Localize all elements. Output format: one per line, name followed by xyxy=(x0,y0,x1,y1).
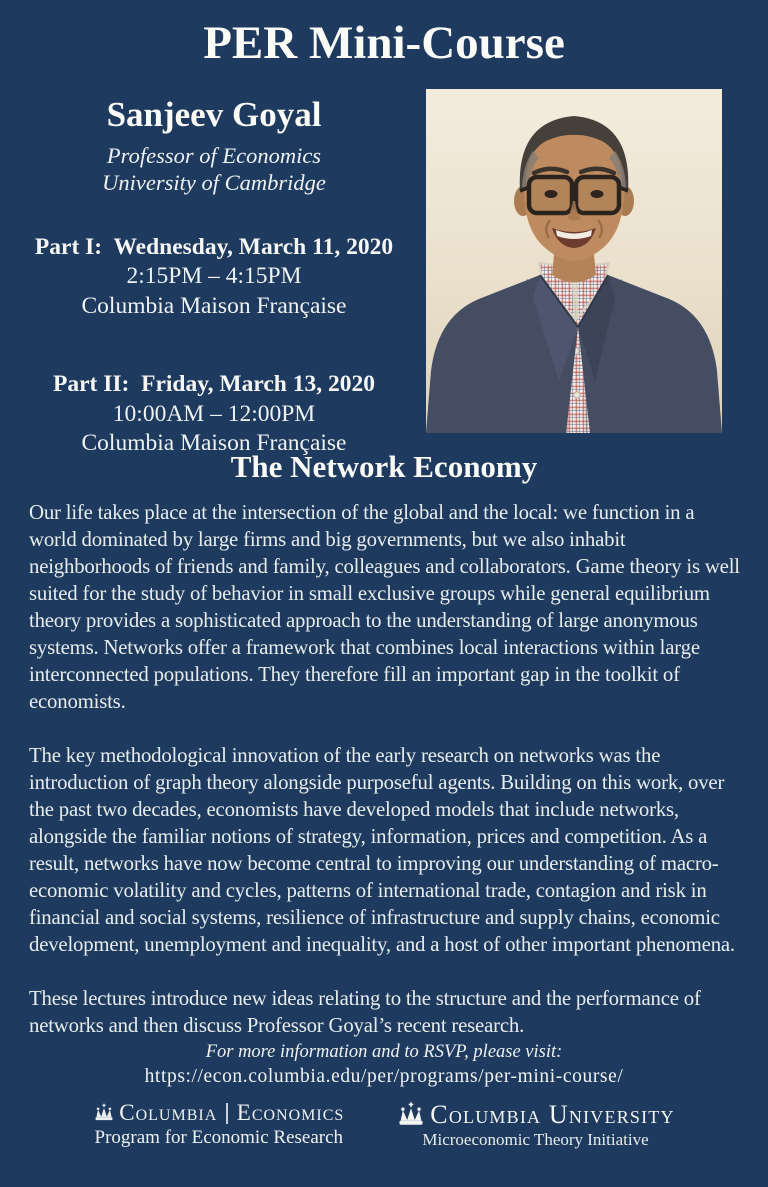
speaker-photo xyxy=(426,89,722,433)
schedule-part-2 xyxy=(0,370,428,459)
program-economic-research-label: Program for Economic Research xyxy=(94,1127,344,1148)
columbia-crown-icon xyxy=(93,1103,115,1123)
part-1-date: Part I: Wednesday, March 11, 2020 xyxy=(34,233,394,260)
part-2-date: Part II: Friday, March 13, 2020 xyxy=(52,371,375,397)
part-1-location: Columbia Maison Française xyxy=(81,292,347,319)
logo-divider xyxy=(226,1103,228,1124)
course-title: The Network Economy xyxy=(230,449,538,484)
columbia-economics-wordmark xyxy=(93,1100,344,1126)
speaker-affiliation: University of Cambridge xyxy=(102,169,326,195)
rsvp-url-link[interactable]: https://econ.columbia.edu/per/programs/per-mini-course/ xyxy=(144,1066,624,1087)
rsvp-section xyxy=(0,1042,768,1088)
description-paragraph-2: The key methodological innovation of the early research on networks was the introduction of graph theory alongside purposeful agents. Building on this work, over the past two decades, economists have developed models that include networks, alongside the familiar notions of strategy, information, prices and competition. As a result, networks have now become central to improving our understanding of macro-economic volatility and cycles, patterns of international trade, contagion and risk in financial and social systems, resilience of infrastructure and supply chains, economic development, unemployment and inequality, and a host of other important phenomena. xyxy=(29,744,735,956)
course-description xyxy=(29,499,743,1066)
description-paragraph-3: These lectures introduce new ideas relating to the structure and the performance of networks and then discuss Professor Goyal’s recent research. xyxy=(29,987,701,1037)
logo-text-columbia-university: Columbia University xyxy=(430,1100,675,1129)
part-2-location: Columbia Maison Française xyxy=(81,430,347,456)
part-1-time: 2:15PM – 4:15PM xyxy=(126,263,302,289)
columbia-university-wordmark xyxy=(396,1100,674,1130)
rsvp-note: For more information and to RSVP, please visit: xyxy=(205,1042,563,1062)
event-info-column xyxy=(0,96,428,459)
logo-text-economics: Economics xyxy=(236,1100,345,1125)
description-paragraph-1: Our life takes place at the intersection of the global and the local: we function in a world dominated by large firms and big governments, but we also inhabit neighborhoods of friends and family, colleagues and collaborators. Game theory is well suited for the study of behavior in small exclusive groups while general equilibrium theory provides a sophisticated approach to the understanding of large anonymous systems. Networks offer a framework that combines local interactions within large interconnected populations. They therefore fill an important gap in the toolkit of economists. xyxy=(29,501,740,713)
speaker-name: Sanjeev Goyal xyxy=(106,95,322,134)
page-title: PER Mini-Course xyxy=(203,17,565,69)
schedule-part-1 xyxy=(0,233,428,322)
columbia-crown-icon xyxy=(396,1102,426,1128)
columbia-university-logo xyxy=(396,1100,674,1150)
microeconomic-theory-initiative-label: Microeconomic Theory Initiative xyxy=(422,1130,649,1149)
footer-logos xyxy=(0,1100,768,1150)
speaker-title: Professor of Economics xyxy=(106,142,322,168)
columbia-economics-logo xyxy=(93,1100,344,1149)
logo-text-columbia: Columbia xyxy=(119,1100,218,1125)
part-2-time: 10:00AM – 12:00PM xyxy=(112,400,316,427)
